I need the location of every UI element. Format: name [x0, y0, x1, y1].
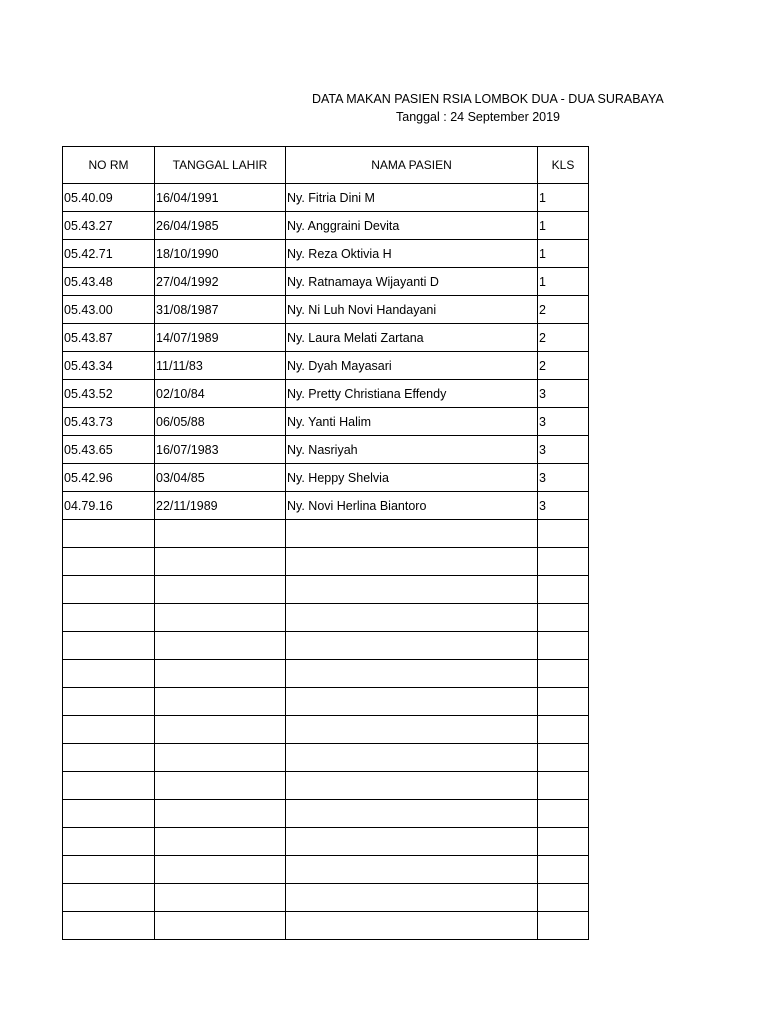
empty-cell: [538, 604, 589, 632]
empty-cell: [155, 828, 286, 856]
empty-cell: [63, 632, 155, 660]
header-no-rm: NO RM: [63, 147, 155, 184]
empty-cell: [155, 856, 286, 884]
empty-cell: [286, 772, 538, 800]
empty-cell: [538, 688, 589, 716]
empty-cell: [63, 884, 155, 912]
cell-kls: 2: [538, 324, 589, 352]
table-row: [63, 492, 589, 520]
cell-nama-pasien: Ny. Heppy Shelvia: [286, 464, 538, 492]
empty-cell: [155, 912, 286, 940]
cell-kls: 3: [538, 464, 589, 492]
empty-table-row: [63, 604, 589, 632]
table-row: [63, 184, 589, 212]
cell-no-rm: 05.42.96: [63, 464, 155, 492]
empty-table-row: [63, 828, 589, 856]
empty-cell: [538, 772, 589, 800]
empty-cell: [63, 744, 155, 772]
cell-no-rm: 05.40.09: [63, 184, 155, 212]
table-body: [63, 184, 589, 940]
empty-cell: [63, 576, 155, 604]
empty-table-row: [63, 520, 589, 548]
cell-nama-pasien: Ny. Yanti Halim: [286, 408, 538, 436]
cell-nama-pasien: Ny. Ratnamaya Wijayanti D: [286, 268, 538, 296]
table-row: [63, 324, 589, 352]
cell-tanggal-lahir: 16/04/1991: [155, 184, 286, 212]
cell-kls: 3: [538, 492, 589, 520]
cell-no-rm: 05.43.34: [63, 352, 155, 380]
empty-table-row: [63, 912, 589, 940]
empty-cell: [538, 800, 589, 828]
header-kls: KLS: [538, 147, 589, 184]
cell-tanggal-lahir: 11/11/83: [155, 352, 286, 380]
empty-cell: [63, 520, 155, 548]
empty-table-row: [63, 856, 589, 884]
cell-nama-pasien: Ny. Nasriyah: [286, 436, 538, 464]
cell-no-rm: 05.42.71: [63, 240, 155, 268]
cell-no-rm: 05.43.27: [63, 212, 155, 240]
cell-tanggal-lahir: 16/07/1983: [155, 436, 286, 464]
empty-cell: [286, 576, 538, 604]
cell-tanggal-lahir: 02/10/84: [155, 380, 286, 408]
empty-table-row: [63, 548, 589, 576]
empty-table-row: [63, 688, 589, 716]
empty-cell: [63, 912, 155, 940]
empty-cell: [538, 660, 589, 688]
empty-cell: [538, 716, 589, 744]
cell-no-rm: 05.43.52: [63, 380, 155, 408]
empty-cell: [155, 772, 286, 800]
cell-tanggal-lahir: 27/04/1992: [155, 268, 286, 296]
empty-cell: [155, 660, 286, 688]
empty-cell: [155, 604, 286, 632]
empty-cell: [286, 688, 538, 716]
table-row: [63, 436, 589, 464]
empty-cell: [538, 828, 589, 856]
cell-no-rm: 05.43.65: [63, 436, 155, 464]
cell-nama-pasien: Ny. Ni Luh Novi Handayani: [286, 296, 538, 324]
empty-cell: [155, 576, 286, 604]
empty-table-row: [63, 660, 589, 688]
table-row: [63, 268, 589, 296]
cell-no-rm: 05.43.73: [63, 408, 155, 436]
cell-no-rm: 05.43.00: [63, 296, 155, 324]
empty-cell: [63, 828, 155, 856]
header-nama-pasien: NAMA PASIEN: [286, 147, 538, 184]
cell-kls: 1: [538, 268, 589, 296]
empty-cell: [63, 604, 155, 632]
empty-cell: [286, 828, 538, 856]
cell-kls: 3: [538, 408, 589, 436]
table-header-row: [63, 147, 589, 184]
table-row: [63, 408, 589, 436]
table-row: [63, 212, 589, 240]
cell-kls: 3: [538, 380, 589, 408]
patient-meal-table: [62, 146, 589, 940]
empty-cell: [155, 744, 286, 772]
empty-cell: [286, 744, 538, 772]
table-row: [63, 352, 589, 380]
empty-cell: [538, 856, 589, 884]
cell-tanggal-lahir: 14/07/1989: [155, 324, 286, 352]
empty-cell: [538, 744, 589, 772]
empty-cell: [286, 884, 538, 912]
cell-kls: 3: [538, 436, 589, 464]
cell-tanggal-lahir: 31/08/1987: [155, 296, 286, 324]
empty-cell: [63, 772, 155, 800]
cell-tanggal-lahir: 06/05/88: [155, 408, 286, 436]
cell-nama-pasien: Ny. Fitria Dini M: [286, 184, 538, 212]
empty-cell: [155, 632, 286, 660]
empty-cell: [63, 660, 155, 688]
empty-cell: [155, 688, 286, 716]
table-row: [63, 380, 589, 408]
table-row: [63, 296, 589, 324]
header-tanggal-lahir: TANGGAL LAHIR: [155, 147, 286, 184]
empty-cell: [155, 520, 286, 548]
empty-cell: [155, 884, 286, 912]
cell-no-rm: 05.43.48: [63, 268, 155, 296]
empty-cell: [155, 800, 286, 828]
empty-table-row: [63, 744, 589, 772]
empty-table-row: [63, 632, 589, 660]
cell-no-rm: 05.43.87: [63, 324, 155, 352]
empty-cell: [155, 548, 286, 576]
cell-kls: 2: [538, 296, 589, 324]
empty-table-row: [63, 800, 589, 828]
empty-cell: [63, 548, 155, 576]
empty-cell: [63, 688, 155, 716]
empty-cell: [286, 520, 538, 548]
cell-kls: 2: [538, 352, 589, 380]
empty-cell: [538, 548, 589, 576]
cell-kls: 1: [538, 212, 589, 240]
cell-kls: 1: [538, 184, 589, 212]
cell-nama-pasien: Ny. Dyah Mayasari: [286, 352, 538, 380]
empty-cell: [286, 604, 538, 632]
empty-cell: [286, 800, 538, 828]
empty-table-row: [63, 772, 589, 800]
empty-cell: [63, 856, 155, 884]
empty-cell: [286, 660, 538, 688]
cell-no-rm: 04.79.16: [63, 492, 155, 520]
empty-cell: [538, 576, 589, 604]
cell-tanggal-lahir: 26/04/1985: [155, 212, 286, 240]
table-row: [63, 240, 589, 268]
empty-cell: [63, 716, 155, 744]
cell-kls: 1: [538, 240, 589, 268]
empty-cell: [286, 912, 538, 940]
document-date: Tanggal : 24 September 2019: [396, 110, 561, 124]
table-row: [63, 464, 589, 492]
empty-table-row: [63, 884, 589, 912]
empty-cell: [538, 632, 589, 660]
cell-nama-pasien: Ny. Anggraini Devita: [286, 212, 538, 240]
empty-cell: [538, 520, 589, 548]
empty-cell: [286, 632, 538, 660]
cell-nama-pasien: Ny. Reza Oktivia H: [286, 240, 538, 268]
empty-cell: [538, 884, 589, 912]
cell-nama-pasien: Ny. Laura Melati Zartana: [286, 324, 538, 352]
empty-table-row: [63, 576, 589, 604]
empty-table-row: [63, 716, 589, 744]
cell-nama-pasien: Ny. Pretty Christiana Effendy: [286, 380, 538, 408]
empty-cell: [286, 548, 538, 576]
empty-cell: [286, 856, 538, 884]
cell-tanggal-lahir: 22/11/1989: [155, 492, 286, 520]
cell-tanggal-lahir: 03/04/85: [155, 464, 286, 492]
empty-cell: [63, 800, 155, 828]
cell-nama-pasien: Ny. Novi Herlina Biantoro: [286, 492, 538, 520]
empty-cell: [155, 716, 286, 744]
document-title: DATA MAKAN PASIEN RSIA LOMBOK DUA - DUA SURABAYA: [312, 92, 664, 106]
empty-cell: [286, 716, 538, 744]
empty-cell: [538, 912, 589, 940]
cell-tanggal-lahir: 18/10/1990: [155, 240, 286, 268]
